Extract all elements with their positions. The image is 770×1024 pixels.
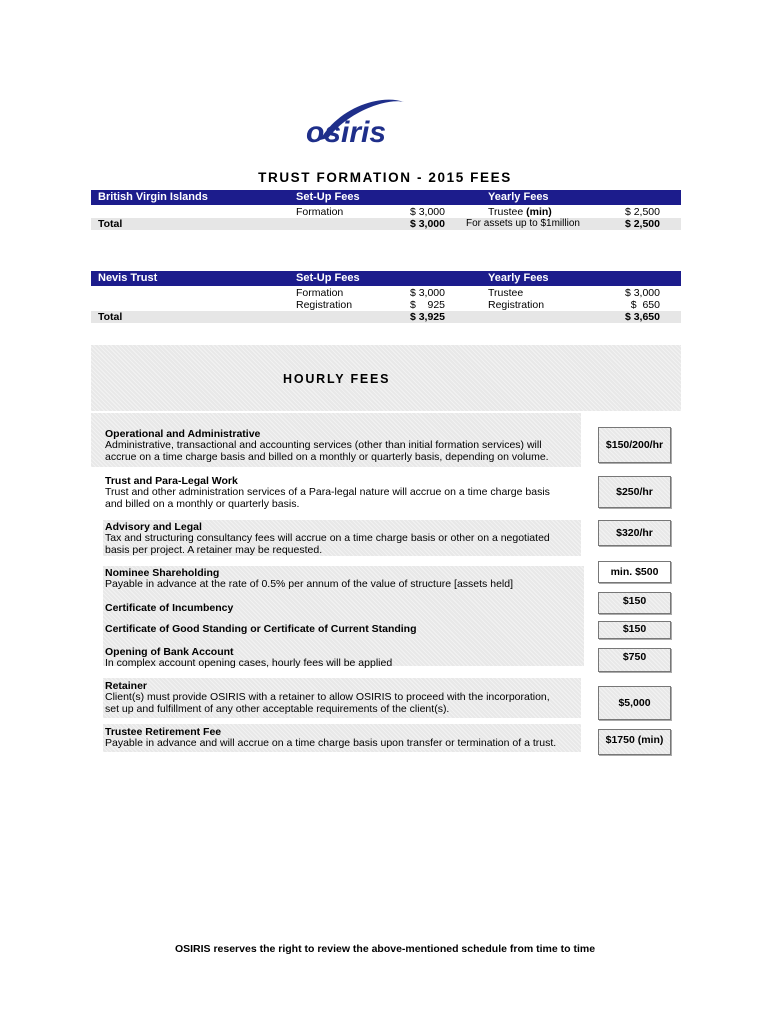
nevis-total-label: Total [98, 311, 123, 323]
nevis-name: Nevis Trust [98, 272, 158, 284]
service-desc: Administrative, transactional and accounting services (other than initial formation services) will [105, 439, 542, 451]
logo-wordmark: osiris [306, 116, 387, 149]
nevis-setup-header: Set-Up Fees [296, 272, 360, 284]
service-item [105, 726, 582, 750]
bvi-yearly-note: For assets up to $1million [466, 218, 580, 229]
bvi-setup-total: $ 3,000 [409, 218, 445, 230]
service-title: Trust and Para-Legal Work [105, 475, 238, 487]
nevis-header-bar [91, 271, 681, 286]
fee-box: $320/hr [598, 520, 671, 546]
nevis-yearly-item: Trustee [488, 287, 524, 299]
bvi-yearly-header: Yearly Fees [488, 191, 549, 203]
bvi-name: British Virgin Islands [98, 191, 208, 203]
nevis-setup-amount: $ 3,000 [409, 287, 445, 299]
fee-box: $150 [598, 621, 671, 639]
bvi-total-label: Total [98, 218, 123, 230]
service-item [105, 623, 582, 635]
hourly-fees-title: HOURLY FEES [283, 372, 391, 386]
nevis-yearly-header: Yearly Fees [488, 272, 549, 284]
service-title: Trustee Retirement Fee [105, 726, 222, 738]
fee-box: $5,000 [598, 686, 671, 720]
service-title: Opening of Bank Account [105, 646, 234, 658]
fee-box: $1750 (min) [598, 729, 671, 755]
service-title: Retainer [105, 680, 148, 692]
nevis-yearly-amount: $ 650 [630, 299, 660, 311]
fee-box: min. $500 [598, 561, 671, 583]
service-desc: basis per project. A retainer may be requested. [105, 543, 323, 556]
bvi-setup-header: Set-Up Fees [296, 191, 360, 203]
bvi-yearly-item-label: Trustee [488, 206, 527, 218]
service-item [105, 567, 582, 591]
nevis-setup-item: Registration [296, 299, 353, 311]
bvi-yearly-item [488, 206, 552, 218]
service-desc: Payable in advance at the rate of 0.5% per annum of the value of structure [assets held] [105, 578, 513, 590]
nevis-setup-amount: $ 925 [409, 299, 445, 311]
nevis-setup-total: $ 3,925 [409, 311, 445, 323]
bvi-setup-amount: $ 3,000 [409, 206, 445, 218]
service-desc: Tax and structuring consultancy fees will accrue on a time charge basis or other on a negotiated [105, 532, 550, 544]
page-title: TRUST FORMATION - 2015 FEES [258, 170, 512, 185]
bvi-yearly-amount: $ 2,500 [624, 206, 660, 218]
service-title: Nominee Shareholding [105, 567, 220, 579]
fee-box: $150 [598, 592, 671, 614]
bvi-setup-item: Formation [296, 206, 344, 218]
service-item [105, 646, 582, 670]
service-desc: set up and fulfillment of any other acceptable requirements of the client(s). [105, 702, 450, 715]
service-desc: Trust and other administration services of a Para-legal nature will accrue on a time charge basis [105, 486, 550, 498]
service-item [105, 521, 582, 556]
service-item [105, 475, 582, 510]
bvi-yearly-item-min: (min) [526, 206, 552, 218]
bvi-yearly-total: $ 2,500 [624, 218, 660, 230]
service-desc: accrue on a time charge basis and billed on a monthly or quarterly basis, depending on volume. [105, 450, 549, 463]
service-item [105, 680, 582, 715]
service-item [105, 428, 582, 463]
nevis-setup-item: Formation [296, 287, 344, 299]
osiris-logo [300, 92, 420, 160]
footer-note: OSIRIS reserves the right to review the above-mentioned schedule from time to time [174, 943, 596, 955]
bvi-header-bar [91, 190, 681, 205]
nevis-yearly-amount: $ 3,000 [624, 287, 660, 299]
service-title: Certificate of Incumbency [105, 602, 234, 614]
service-title: Operational and Administrative [105, 428, 261, 440]
service-title: Advisory and Legal [105, 521, 202, 533]
service-desc: and billed on a monthly or quarterly basis. [105, 497, 300, 510]
service-title: Certificate of Good Standing or Certificate of Current Standing [105, 623, 417, 635]
fee-box: $250/hr [598, 476, 671, 508]
service-desc: In complex account opening cases, hourly fees will be applied [105, 657, 393, 669]
nevis-yearly-total: $ 3,650 [624, 311, 660, 323]
service-item [105, 602, 582, 614]
service-desc: Payable in advance and will accrue on a time charge basis upon transfer or termination of a trust. [105, 737, 557, 749]
service-desc: Client(s) must provide OSIRIS with a retainer to allow OSIRIS to proceed with the incorporation, [105, 691, 550, 703]
fee-box: $150/200/hr [598, 427, 671, 463]
fee-box: $750 [598, 648, 671, 672]
nevis-yearly-item: Registration [488, 299, 545, 311]
